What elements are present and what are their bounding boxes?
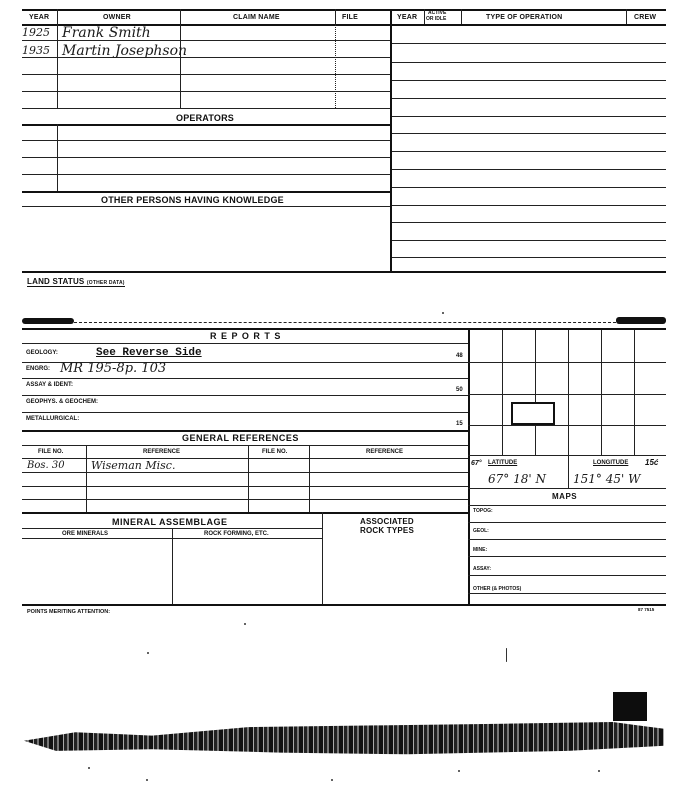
form-number: 87 7515 [638,607,655,612]
geology-num: 48 [456,353,463,359]
geophys-label: GEOPHYS. & GEOCHEM: [26,399,99,405]
location-marker-box [511,402,555,425]
header-owner: OWNER [103,14,131,21]
header-year: YEAR [29,14,50,21]
col-reference-2: REFERENCE [366,449,404,455]
maps-title: MAPS [552,492,578,501]
header-active: ACTIVE [428,10,447,16]
assay-num: 50 [456,387,463,393]
points-meriting-attention-label: POINTS MERITING ATTENTION: [27,609,111,615]
col-file-no-2: FILE NO. [262,449,288,455]
lat-prefix: 67° [471,460,482,467]
metallurgical-num: 15 [456,421,463,427]
geology-label: GEOLOGY: [26,350,58,356]
assay-label: ASSAY & IDENT: [26,382,74,388]
col-reference: REFERENCE [143,449,181,455]
latitude-label: LATITUDE [488,460,518,466]
header-year-right: YEAR [397,14,418,21]
land-status-sub: (OTHER DATA) [86,280,125,286]
latitude-value: 67° 18' N [488,472,546,486]
land-status-text: LAND STATUS [27,277,85,286]
longitude-value: 151° 45' W [573,472,641,486]
mineral-assemblage-title: MINERAL ASSEMBLAGE [112,517,228,527]
associated-label: ASSOCIATED [360,517,414,526]
long-suffix: 15ć [645,458,659,467]
other-persons-title: OTHER PERSONS HAVING KNOWLEDGE [101,195,284,205]
reports-title: R E P O R T S [210,331,282,341]
header-claim-name: CLAIM NAME [233,14,280,21]
scan-smudge-band [24,722,664,756]
ore-minerals-label: ORE MINERALS [62,531,109,537]
scan-band-left [22,318,74,324]
geology-value: See Reverse Side [96,347,202,359]
maps-topog: TOPOG: [473,508,493,514]
scan-black-square [613,692,647,721]
maps-geol: GEOL: [473,528,489,534]
header-crew: CREW [634,14,657,21]
ref-row-1-file: Bos. 30 [27,460,65,471]
engrg-label: ENGRG: [26,366,50,372]
maps-assay: ASSAY: [473,566,492,572]
longitude-label: LONGITUDE [593,460,629,466]
owner-row-2-name: Martin Josephson [62,43,188,59]
maps-other: OTHER (& PHOTOS) [473,586,522,592]
operators-title: OPERATORS [176,113,234,123]
header-file: FILE [342,14,358,21]
maps-mine: MINE: [473,547,488,553]
ref-row-1-reference: Wiseman Misc. [91,459,176,472]
header-type-of-operation: TYPE OF OPERATION [486,14,563,21]
general-references-title: GENERAL REFERENCES [182,433,299,443]
land-status-label [27,277,125,287]
metallurgical-label: METALLURGICAL: [26,416,80,422]
col-file-no: FILE NO. [38,449,64,455]
scan-band-right [616,317,666,324]
rock-forming-label: ROCK FORMING, ETC. [204,531,269,537]
engrg-value: MR 195-8p. 103 [60,361,167,376]
owner-row-1-name: Frank Smith [62,25,151,41]
owner-row-2-year: 1935 [22,44,50,57]
rock-types-label: ROCK TYPES [360,526,415,535]
header-or-idle: OR IDLE [426,16,447,22]
owner-row-1-year: 1925 [22,26,50,39]
